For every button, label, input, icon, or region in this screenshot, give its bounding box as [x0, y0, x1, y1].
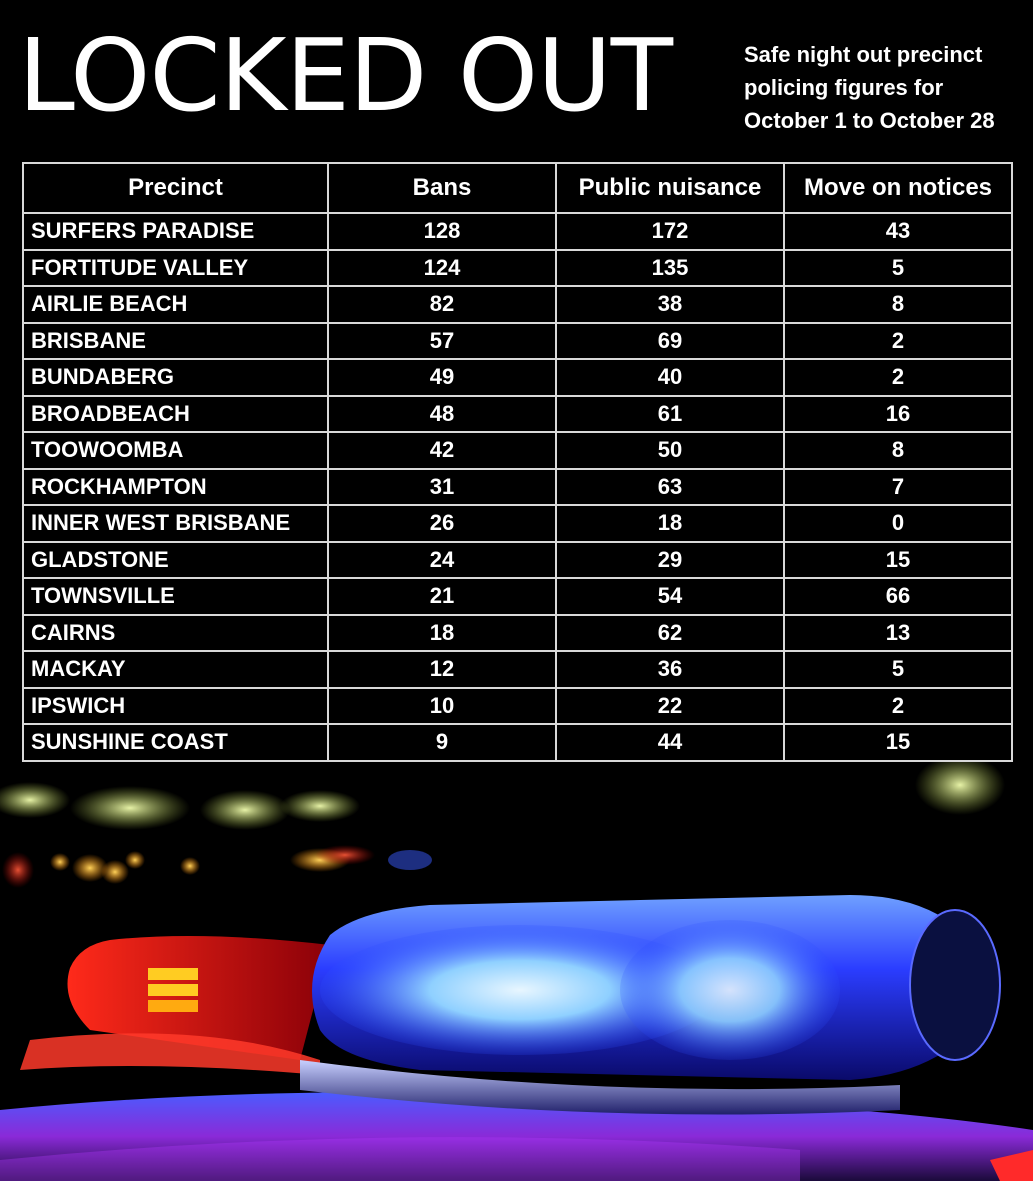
- table-row: [23, 250, 1012, 287]
- table-row: [23, 688, 1012, 725]
- cell-public-nuisance: 29: [556, 542, 784, 579]
- cell-move-on-notices: 13: [784, 615, 1012, 652]
- red-siren-light: [20, 936, 330, 1075]
- cell-precinct: ROCKHAMPTON: [23, 469, 328, 506]
- cell-precinct: BUNDABERG: [23, 359, 328, 396]
- cell-move-on-notices: 5: [784, 651, 1012, 688]
- table-row: [23, 505, 1012, 542]
- cell-precinct: CAIRNS: [23, 615, 328, 652]
- subtitle-line: policing figures for: [744, 75, 944, 100]
- cell-precinct: AIRLIE BEACH: [23, 286, 328, 323]
- table-row: [23, 469, 1012, 506]
- cell-precinct: BROADBEACH: [23, 396, 328, 433]
- cell-precinct: MACKAY: [23, 651, 328, 688]
- cell-public-nuisance: 172: [556, 213, 784, 250]
- cell-move-on-notices: 66: [784, 578, 1012, 615]
- cell-bans: 24: [328, 542, 556, 579]
- cell-bans: 12: [328, 651, 556, 688]
- table-row: [23, 615, 1012, 652]
- table-row: [23, 724, 1012, 761]
- table-row: [23, 359, 1012, 396]
- table-row: [23, 396, 1012, 433]
- cell-bans: 18: [328, 615, 556, 652]
- cell-move-on-notices: 2: [784, 359, 1012, 396]
- cell-bans: 21: [328, 578, 556, 615]
- header: [0, 0, 1033, 160]
- column-header-bans: Bans: [328, 163, 556, 213]
- table-row: [23, 213, 1012, 250]
- policing-figures-table: [22, 162, 1013, 762]
- column-header-public-nuisance: Public nuisance: [556, 163, 784, 213]
- cell-bans: 31: [328, 469, 556, 506]
- cell-move-on-notices: 8: [784, 286, 1012, 323]
- subtitle-line: Safe night out precinct: [744, 42, 983, 67]
- table-row: [23, 651, 1012, 688]
- cell-public-nuisance: 61: [556, 396, 784, 433]
- cell-precinct: BRISBANE: [23, 323, 328, 360]
- cell-public-nuisance: 50: [556, 432, 784, 469]
- cell-precinct: SUNSHINE COAST: [23, 724, 328, 761]
- cell-move-on-notices: 2: [784, 688, 1012, 725]
- cell-public-nuisance: 69: [556, 323, 784, 360]
- cell-public-nuisance: 135: [556, 250, 784, 287]
- cell-bans: 128: [328, 213, 556, 250]
- cell-bans: 9: [328, 724, 556, 761]
- cell-move-on-notices: 0: [784, 505, 1012, 542]
- cell-precinct: INNER WEST BRISBANE: [23, 505, 328, 542]
- table-header-row: [23, 163, 1012, 213]
- page-subtitle: [744, 38, 1029, 137]
- cell-precinct: TOWNSVILLE: [23, 578, 328, 615]
- cell-move-on-notices: 16: [784, 396, 1012, 433]
- table-row: [23, 286, 1012, 323]
- table-row: [23, 323, 1012, 360]
- page-title: LOCKED OUT: [18, 17, 673, 134]
- cell-bans: 57: [328, 323, 556, 360]
- cell-move-on-notices: 7: [784, 469, 1012, 506]
- cell-public-nuisance: 44: [556, 724, 784, 761]
- cell-public-nuisance: 62: [556, 615, 784, 652]
- cell-public-nuisance: 40: [556, 359, 784, 396]
- table-row: [23, 542, 1012, 579]
- cell-bans: 82: [328, 286, 556, 323]
- cell-public-nuisance: 38: [556, 286, 784, 323]
- cell-bans: 49: [328, 359, 556, 396]
- cell-move-on-notices: 8: [784, 432, 1012, 469]
- cell-precinct: FORTITUDE VALLEY: [23, 250, 328, 287]
- table-row: [23, 432, 1012, 469]
- cell-bans: 42: [328, 432, 556, 469]
- cell-public-nuisance: 18: [556, 505, 784, 542]
- cell-public-nuisance: 63: [556, 469, 784, 506]
- column-header-precinct: Precinct: [23, 163, 328, 213]
- cell-precinct: SURFERS PARADISE: [23, 213, 328, 250]
- cell-move-on-notices: 43: [784, 213, 1012, 250]
- table-body: [23, 213, 1012, 761]
- cell-precinct: TOOWOOMBA: [23, 432, 328, 469]
- table-row: [23, 578, 1012, 615]
- cell-bans: 26: [328, 505, 556, 542]
- cell-precinct: IPSWICH: [23, 688, 328, 725]
- column-header-move-on-notices: Move on notices: [784, 163, 1012, 213]
- cell-public-nuisance: 22: [556, 688, 784, 725]
- subtitle-line: October 1 to October 28: [744, 108, 995, 133]
- cell-bans: 10: [328, 688, 556, 725]
- blue-siren-light: [300, 895, 1000, 1115]
- cell-move-on-notices: 15: [784, 724, 1012, 761]
- cell-bans: 124: [328, 250, 556, 287]
- cell-precinct: GLADSTONE: [23, 542, 328, 579]
- cell-move-on-notices: 2: [784, 323, 1012, 360]
- cell-bans: 48: [328, 396, 556, 433]
- cell-public-nuisance: 36: [556, 651, 784, 688]
- cell-public-nuisance: 54: [556, 578, 784, 615]
- bokeh-lights: [0, 755, 1005, 888]
- cell-move-on-notices: 15: [784, 542, 1012, 579]
- cell-move-on-notices: 5: [784, 250, 1012, 287]
